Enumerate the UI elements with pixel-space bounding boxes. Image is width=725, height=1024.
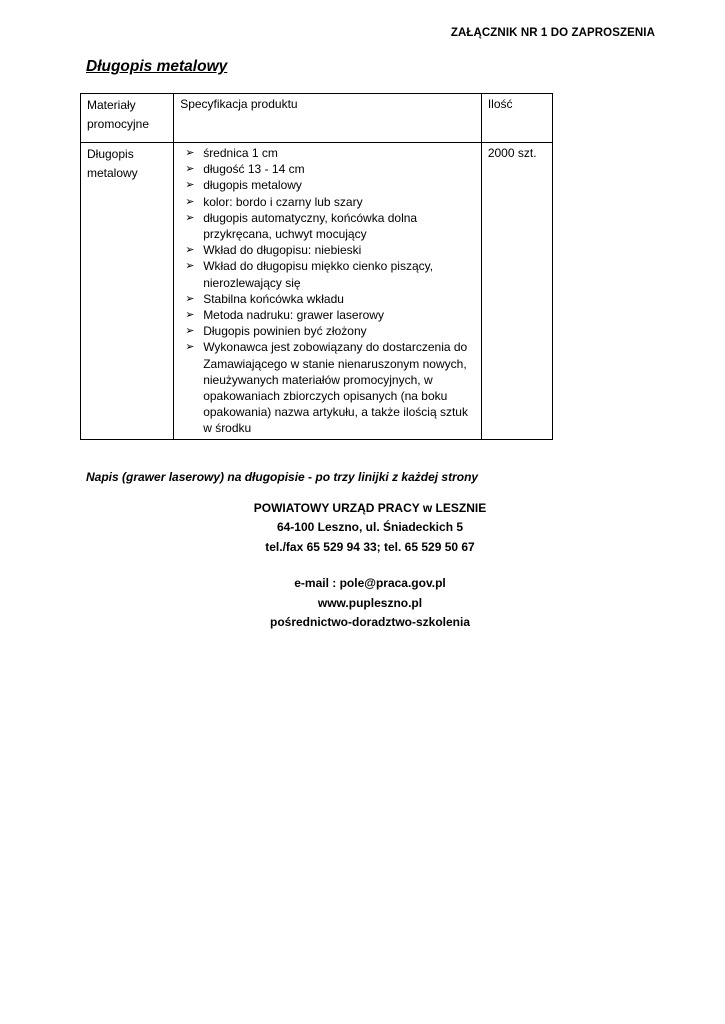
- arrow-bullet-icon: ➢: [185, 211, 195, 224]
- document-title: Długopis metalowy: [86, 58, 228, 75]
- arrow-bullet-icon: ➢: [185, 195, 195, 208]
- list-item: [180, 258, 475, 290]
- header-materials-text: Materiały promocyjne: [87, 98, 150, 131]
- spec-text: Wkład do długopisu: niebieski: [203, 243, 362, 258]
- spec-text: średnica 1 cm: [203, 146, 278, 160]
- arrow-bullet-icon: ➢: [185, 244, 195, 257]
- arrow-bullet-icon: ➢: [185, 163, 195, 176]
- spec-text: długopis metalowy: [203, 178, 302, 193]
- attachment-label: ZAŁĄCZNIK NR 1 DO ZAPROSZENIA: [450, 27, 655, 39]
- list-item: [180, 307, 475, 323]
- arrow-bullet-icon: ➢: [185, 260, 195, 273]
- item-cell: [81, 143, 174, 440]
- office-website: www.pupleszno.pl: [317, 595, 423, 610]
- spec-text: kolor: bordo i czarny lub szary: [203, 194, 363, 209]
- engraving-note: Napis (grawer laserowy) na długopisie - po trzy linijki z każdej strony: [86, 470, 479, 484]
- list-item: [180, 194, 475, 210]
- office-phone: tel./fax 65 529 94 33; tel. 65 529 50 67: [265, 539, 475, 554]
- quantity-value: 2000 szt.: [487, 146, 537, 160]
- spec-text: Metoda nadruku: grawer laserowy: [203, 308, 384, 323]
- product-spec-table: [80, 93, 553, 440]
- spacer: [0, 557, 725, 574]
- item-name: Długopis metalowy: [87, 147, 138, 180]
- table-row: [81, 143, 553, 440]
- spec-text: Stabilna końcówka wkładu: [203, 291, 344, 306]
- header-cell-quantity: [481, 94, 552, 143]
- arrow-bullet-icon: ➢: [185, 341, 195, 354]
- contact-block: [0, 499, 725, 632]
- list-item: [180, 339, 475, 436]
- header-cell-spec: [174, 94, 482, 143]
- spec-list: [180, 145, 475, 437]
- list-item: [180, 210, 475, 242]
- list-item: [180, 291, 475, 307]
- arrow-bullet-icon: ➢: [185, 325, 195, 338]
- arrow-bullet-icon: ➢: [185, 292, 195, 305]
- header-spec-text: Specyfikacja produktu: [180, 97, 298, 111]
- spec-cell: [174, 143, 482, 440]
- arrow-bullet-icon: ➢: [185, 147, 195, 159]
- spec-text: długopis automatyczny, końcówka dolna przykręcana, uchwyt mocujący: [203, 210, 418, 242]
- list-item: [180, 177, 475, 193]
- list-item: [180, 242, 475, 258]
- table-header-row: [81, 94, 553, 143]
- list-item: [180, 145, 475, 161]
- arrow-bullet-icon: ➢: [185, 179, 195, 192]
- spec-text: Wykonawca jest zobowiązany do dostarczenia do Zamawiającego w stanie nienaruszonym nowych, nieużywanych materiałów promocyjnych, w opakowaniach zbiorczych opisanych (na boku opakowania) nazwa artykułu, a także ilością sztuk w środku: [203, 340, 468, 436]
- list-item: [180, 323, 475, 339]
- header-cell-materials: [81, 94, 174, 143]
- office-email: e-mail : pole@praca.gov.pl: [294, 576, 446, 591]
- spec-text: Długopis powinien być złożony: [203, 324, 367, 339]
- office-address: 64-100 Leszno, ul. Śniadeckich 5: [276, 520, 464, 535]
- header-quantity-text: Ilość: [487, 97, 513, 111]
- spec-text: długość 13 - 14 cm: [203, 162, 305, 177]
- arrow-bullet-icon: ➢: [185, 309, 195, 322]
- office-name: POWIATOWY URZĄD PRACY w LESZNIE: [253, 501, 487, 515]
- spec-text: Wkład do długopisu miękko cienko piszący, nierozlewający się: [203, 259, 434, 290]
- quantity-cell: [481, 143, 552, 440]
- office-services: pośrednictwo-doradztwo-szkolenia: [269, 615, 470, 630]
- list-item: [180, 161, 475, 177]
